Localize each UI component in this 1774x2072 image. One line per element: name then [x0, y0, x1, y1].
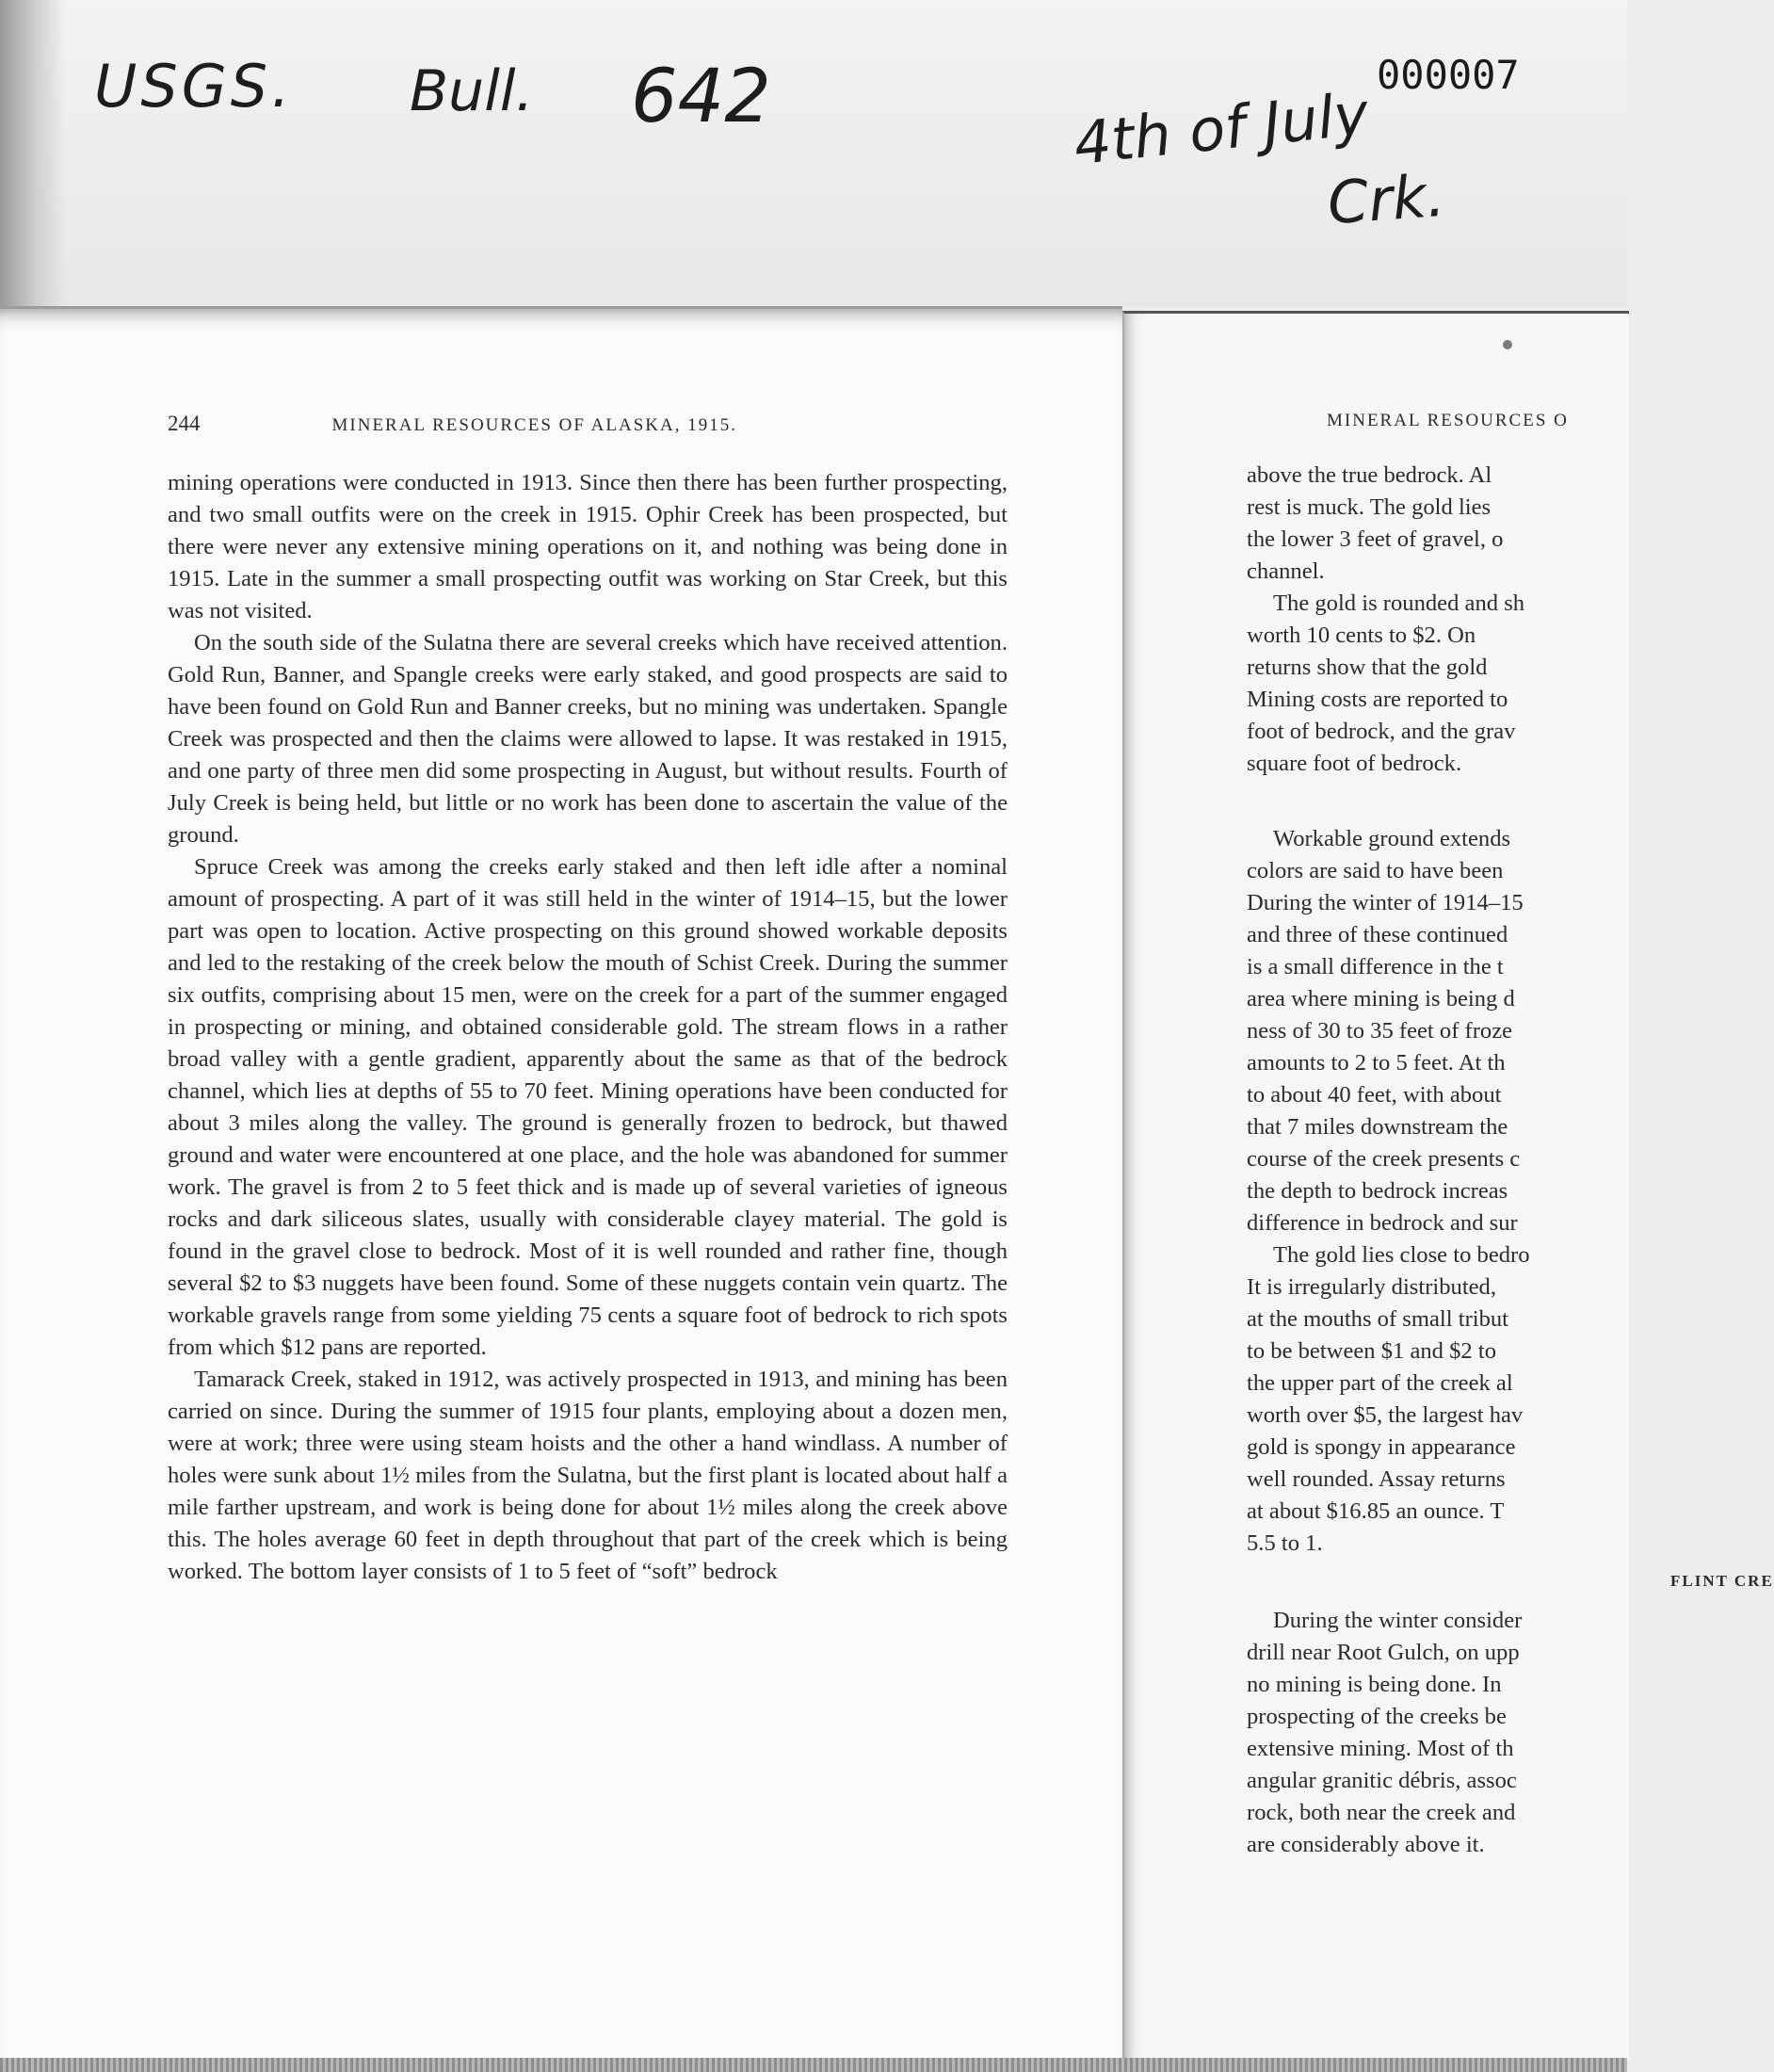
text-line: are considerably above it. — [1247, 1832, 1485, 1857]
text-line: worth over $5, the largest hav — [1247, 1402, 1524, 1428]
text-line: ness of 30 to 35 feet of froze — [1247, 1018, 1513, 1044]
text-line: the upper part of the creek al — [1247, 1370, 1513, 1396]
text-line: worth 10 cents to $2. On — [1247, 623, 1476, 648]
handwritten-bulletin-number: 642 — [631, 55, 771, 139]
text-line: angular granitic débris, assoc — [1247, 1768, 1517, 1793]
handwritten-usgs: USGS. — [94, 52, 294, 121]
paragraph: On the south side of the Sulatna there are several creeks which have received attention. Gold Run, Banner, and Spangle creeks were early staked, and good prospects are said to have been found on Gold Run and Banner creeks, but no mining was undertaken. Spangle Creek was prospected and then the claims were allowed to lapse. It was restaked in 1915, and one party of three men did some prospecting in August, but without results. Fourth of July Creek is being held, but little or no work has been done to ascertain the value of the ground. — [168, 630, 1008, 848]
text-line: 5.5 to 1. — [1247, 1530, 1323, 1556]
text-line: at the mouths of small tribut — [1247, 1306, 1509, 1332]
scan-top-margin — [0, 0, 1627, 306]
scan-bottom-edge — [0, 2058, 1627, 2072]
paragraph: mining operations were conducted in 1913. Since then there has been further prospecting, and two small outfits were on the creek in 1915. Ophir Creek has been prospected, but there were never any extensive mining operations on it, and nothing was being done in 1915. Late in the summer a small prospecting outfit was working on Star Creek, but this was not visited. — [168, 470, 1008, 623]
text-line: to about 40 feet, with about — [1247, 1082, 1502, 1108]
text-line: During the winter of 1914–15 — [1247, 890, 1524, 915]
section-subheading: FLINT CRE — [1670, 1572, 1774, 1590]
text-line: that 7 miles downstream the — [1247, 1114, 1508, 1140]
text-line: rest is muck. The gold lies — [1247, 494, 1492, 520]
handwritten-creek-name: 4th of July — [1071, 78, 1372, 179]
text-line: rock, both near the creek and — [1247, 1800, 1516, 1825]
left-running-head — [168, 412, 1008, 436]
text-line: It is irregularly distributed, — [1247, 1274, 1497, 1300]
text-line: The gold is rounded and sh — [1273, 591, 1525, 616]
text-line: returns show that the gold — [1247, 655, 1488, 680]
text-line: colors are said to have been — [1247, 858, 1504, 883]
page-number: 244 — [168, 412, 201, 435]
text-line: foot of bedrock, and the grav — [1247, 719, 1516, 744]
paragraph: Spruce Creek was among the creeks early staked and then left idle after a nominal amount of prospecting. A part of it was still held in the winter of 1914–15, but the lower part was open to location. Active prospecting on this ground showed workable deposits and led to the restaking of the creek below the mouth of Schist Creek. During the summer six outfits, comprising about 15 men, were on the creek for a part of the summer engaged in prospecting or mining, and obtained considerable gold. The stream flows in a rather broad valley with a gentle gradient, apparently about the same as that of the bedrock channel, which lies at depths of 55 to 70 feet. Mining operations have been conducted for about 3 miles along the valley. The ground is generally frozen to bedrock, but thawed ground and water were encountered at one place, and the hole was abandoned for summer work. The gravel is from 2 to 5 feet thick and is made up of several varieties of igneous rocks and dark siliceous slates, usually with considerable clayey material. The gold is found in the gravel close to bedrock. Most of it is well rounded and rather fine, though several $2 to $3 nuggets have been found. Some of these nuggets contain vein quartz. The workable gravels range from some yielding 75 cents a square foot of bedrock to rich spots from which $12 pans are reported. — [168, 854, 1008, 1360]
text-line: course of the creek presents c — [1247, 1146, 1521, 1172]
text-line: Mining costs are reported to — [1247, 687, 1508, 712]
paragraph: Tamarack Creek, staked in 1912, was actively prospected in 1913, and mining has been carried on since. During the summer of 1915 four plants, employing about a dozen men, were at work; three were using steam hoists and the other a hand windlass. A number of holes were sunk about 1½ miles from the Sulatna, but the first plant is located about half a mile farther upstream, and work is being done for about 1½ miles along the creek above this. The holes average 60 feet in depth throughout that part of the creek which is being worked. The bottom layer consists of 1 to 5 feet of “soft” bedrock — [168, 1367, 1008, 1584]
right-text-column — [1247, 460, 1774, 1861]
text-block — [1247, 588, 1774, 780]
handwritten-bull: Bull. — [410, 58, 534, 124]
text-line: drill near Root Gulch, on upp — [1247, 1640, 1520, 1665]
text-line: and three of these continued — [1247, 922, 1508, 947]
text-line: the depth to bedrock increas — [1247, 1178, 1508, 1204]
text-line: Workable ground extends — [1273, 826, 1511, 851]
text-line: above the true bedrock. Al — [1247, 462, 1492, 488]
text-line: at about $16.85 an ounce. T — [1247, 1498, 1505, 1524]
text-line: is a small difference in the t — [1247, 954, 1504, 979]
section-gap — [1247, 780, 1774, 823]
page-stamp-number: 000007 — [1377, 52, 1520, 98]
text-line: channel. — [1247, 558, 1325, 584]
text-line: prospecting of the creeks be — [1247, 1704, 1507, 1729]
handwritten-creek-abbrev: Crk. — [1325, 160, 1447, 238]
text-line: The gold lies close to bedro — [1273, 1242, 1530, 1268]
text-block — [1247, 823, 1774, 1239]
scan-binding-shadow — [0, 0, 66, 306]
text-line: well rounded. Assay returns — [1247, 1466, 1506, 1492]
text-block — [1247, 1239, 1774, 1560]
text-block — [1247, 1605, 1774, 1861]
text-line: the lower 3 feet of gravel, o — [1247, 526, 1504, 552]
text-line: to be between $1 and $2 to — [1247, 1338, 1496, 1364]
text-line: amounts to 2 to 5 feet. At th — [1247, 1050, 1506, 1076]
text-line: area where mining is being d — [1247, 986, 1515, 1012]
text-line: difference in bedrock and sur — [1247, 1210, 1518, 1236]
right-page — [1122, 311, 1774, 2061]
text-line: no mining is being done. In — [1247, 1672, 1502, 1697]
left-running-title: MINERAL RESOURCES OF ALASKA, 1915. — [331, 415, 737, 435]
scan-speck — [1503, 340, 1512, 349]
text-line: square foot of bedrock. — [1247, 751, 1462, 776]
text-line: gold is spongy in appearance — [1247, 1434, 1516, 1460]
text-line: extensive mining. Most of th — [1247, 1736, 1514, 1761]
left-text-column — [168, 467, 1008, 1588]
text-block — [1247, 460, 1774, 588]
right-running-head: MINERAL RESOURCES O — [1327, 411, 1569, 430]
text-line: During the winter consider — [1273, 1608, 1523, 1633]
